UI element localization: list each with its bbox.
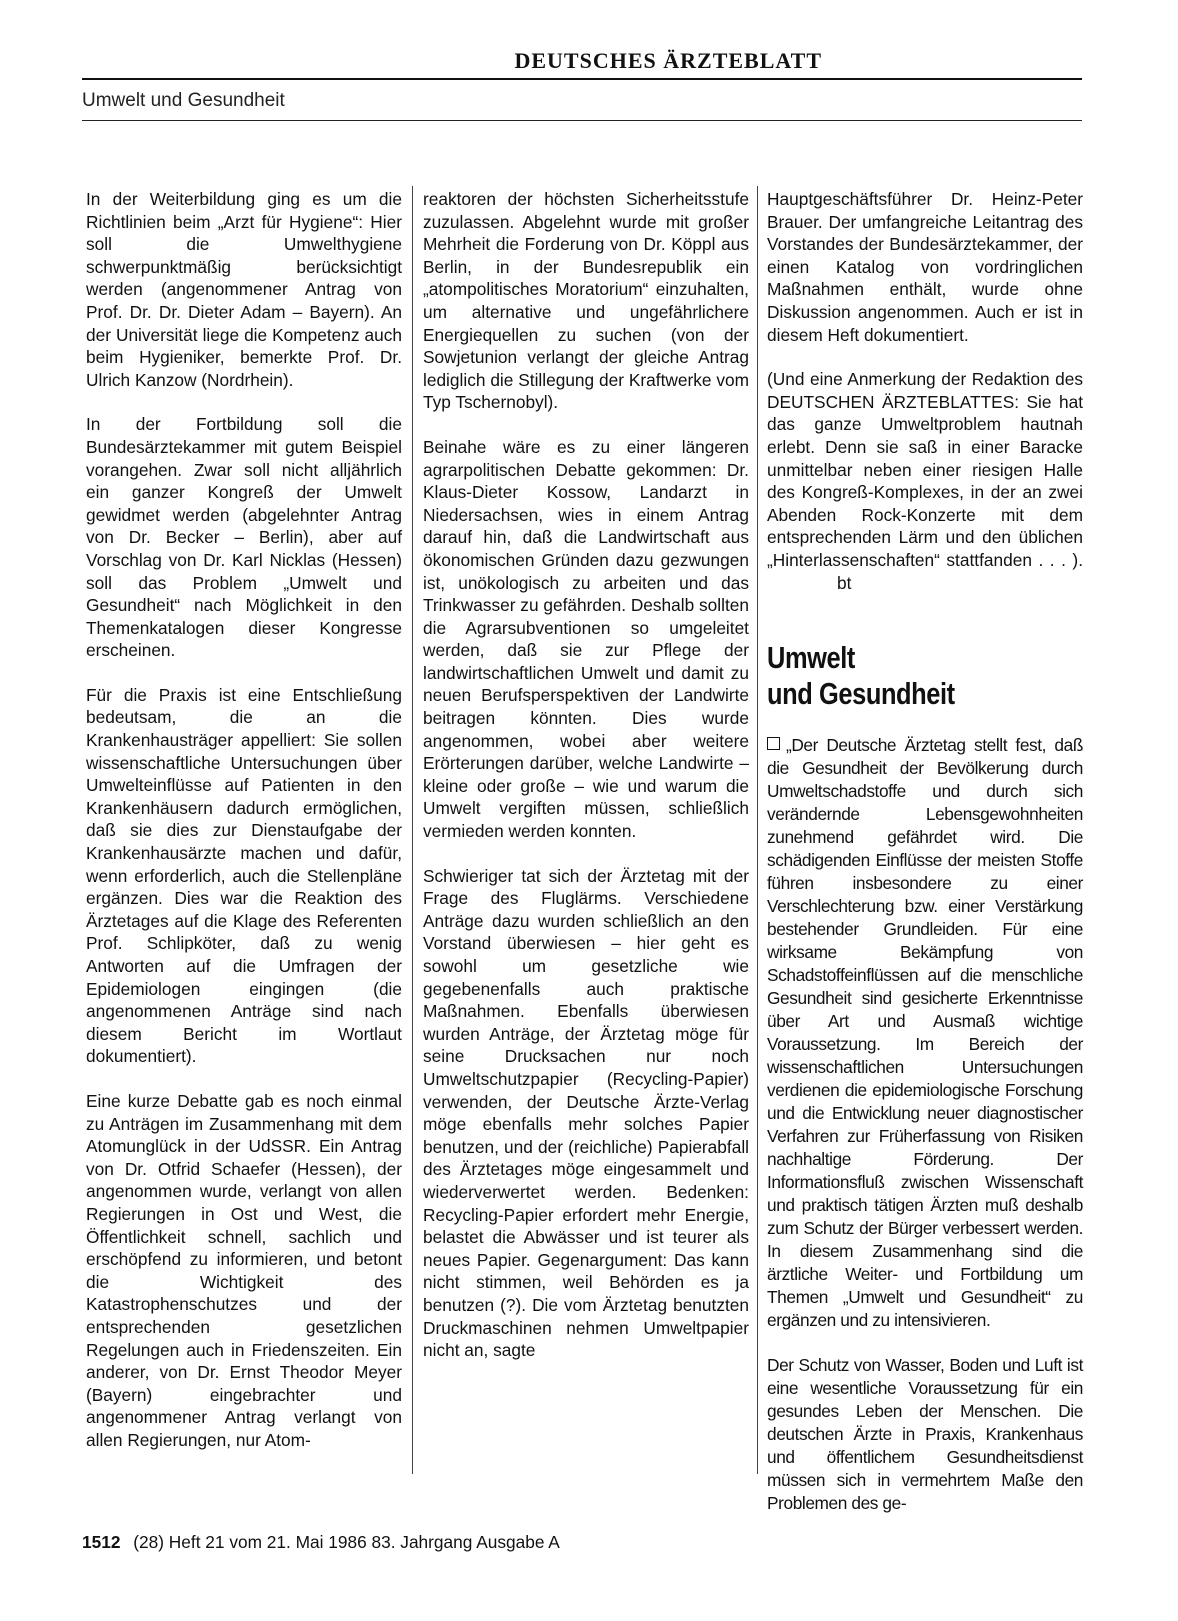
article-column-3 bbox=[767, 188, 1083, 1537]
resolution-text bbox=[767, 734, 1083, 1332]
page-number: 1512 bbox=[82, 1532, 121, 1552]
paragraph: Hauptgeschäftsführer Dr. Heinz-Peter Brauer. Der umfangreiche Leitantrag des Vorstandes der Bundesärztekammer, der einen Katalog von vordringlichen Maßnahmen enthält, wurde ohne Diskussion angenommen. Auch er ist in diesem Heft dokumentiert. bbox=[767, 189, 1083, 345]
heading-line: Umwelt bbox=[767, 640, 855, 676]
paragraph: In der Weiterbildung ging es um die Richtlinien beim „Arzt für Hygiene“: Hier soll die Umwelthygiene schwerpunktmäßig berücksichtigt werden (angenommener Antrag von Prof. Dr. Dr. Dieter Adam – Bayern). An der Universität liege die Kompetenz auch beim Hygieniker, bemerkte Prof. Dr. Ulrich Kanzow (Nordrhein). bbox=[86, 189, 402, 390]
paragraph: Für die Praxis ist eine Entschließung bedeutsam, die an die Krankenhausträger appelliert: Sie sollen wissenschaftliche Untersuchungen über Umwelteinflüsse auf Patienten in den Krankenhäusern dadurch ermöglichen, daß sie dies zur Dienstaufgabe der Krankenhausärzte machen und dafür, wenn erforderlich, auch die Stellenpläne ergänzen. Dies war die Reaktion des Ärztetages auf die Klage des Referenten Prof. Schlipköter, daß zu wenig Antworten auf die Umfragen der Epidemiologen eingingen (die angenommenen Anträge sind nach diesem Bericht im Wortlaut dokumentiert). bbox=[86, 684, 402, 1067]
section-label: Umwelt und Gesundheit bbox=[82, 90, 285, 111]
paragraph: Beinahe wäre es zu einer längeren agrarpolitischen Debatte gekommen: Dr. Klaus-Dieter Kossow, Landarzt in Niedersachsen, wies in einem Antrag darauf hin, daß die Landwirtschaft aus ökonomischen Gründen dazu gezwungen ist, unökologisch zu arbeiten und das Trinkwasser zu gefährden. Deshalb sollten die Agrarsubventionen so umgeleitet werden, daß sie zur Pflege der landwirtschaftlichen Umwelt und damit zu neuen Berufsperspektiven der Landwirte beitragen könnten. Dies wurde angenommen, wobei aber weitere Erörterungen darüber, welche Landwirte – kleine oder große – wie und warum die Umwelt vergiften müssen, schließlich vermieden werden konnten. bbox=[423, 436, 749, 842]
byline: bt bbox=[837, 572, 852, 593]
column-divider bbox=[412, 186, 413, 1474]
column-divider bbox=[757, 186, 758, 1474]
masthead-title: DEUTSCHES ÄRZTEBLATT bbox=[514, 48, 822, 73]
paragraph: Eine kurze Debatte gab es noch einmal zu Anträgen im Zusammenhang mit dem Atomunglück in der UdSSR. Ein Antrag von Dr. Otfrid Schaefer (Hessen), der angenommen wurde, verlangt von allen Regierungen in Ost und West, die Öffentlichkeit schnell, sachlich und erschöpfend zu informieren, und betont die Wichtigkeit des Katastrophenschutzes und der entsprechenden gesetzlichen Regelungen auch in Friedenszeiten. Ein anderer, von Dr. Ernst Theodor Meyer (Bayern) eingebrachter und angenommener Antrag verlangt von allen Regierungen, nur Atom- bbox=[86, 1090, 402, 1450]
editorial-note-text: (Und eine Anmerkung der Redaktion des DEUTSCHEN ÄRZTEBLATTES: Sie hat das ganze Umweltproblem hautnah erlebt. Denn sie saß in einer Baracke unmittelbar neben einer riesigen Halle des Kongreß-Komplexes, in der an zwei Abenden Rock-Konzerte mit dem entsprechenden Lärm und den üblichen „Hinterlassenschaften“ stattfanden . . . ). bbox=[767, 369, 1083, 570]
resolution-paragraph: Der Schutz von Wasser, Boden und Luft ist eine wesentliche Voraussetzung für ein gesundes Leben der Menschen. Die deutschen Ärzte in Praxis, Krankenhaus und öffentlichem Gesundheitsdienst müssen sich in vermehrtem Maße den Problemen des ge- bbox=[767, 1355, 1083, 1514]
resolution-heading bbox=[767, 640, 1026, 712]
page-footer bbox=[82, 1532, 560, 1553]
masthead bbox=[82, 44, 1082, 80]
heading-line: und Gesundheit bbox=[767, 676, 955, 712]
section-rule bbox=[82, 120, 1082, 121]
paragraph: reaktoren der höchsten Sicherheitsstufe zuzulassen. Abgelehnt wurde mit großer Mehrheit die Forderung von Dr. Köppl aus Berlin, in der Bundesrepublik ein „atompolitisches Moratorium“ einzuhalten, um alternative und ungefährlichere Energiequellen zu suchen (von der Sowjetunion verlangt der gleiche Antrag lediglich die Stillegung der Kraftwerke vom Typ Tschernobyl). bbox=[423, 189, 749, 413]
article-column-2 bbox=[423, 188, 749, 1384]
paragraph: In der Fortbildung soll die Bundesärztekammer mit gutem Beispiel vorangehen. Zwar soll nicht alljährlich ein ganzer Kongreß der Umwelt gewidmet werden (abgelehnter Antrag von Dr. Becker – Berlin), aber auf Vorschlag von Dr. Karl Nicklas (Hessen) soll das Problem „Umwelt und Gesundheit“ nach Möglichkeit in den Themenkatalogen dieser Kongresse erscheinen. bbox=[86, 414, 402, 661]
resolution-paragraph: „Der Deutsche Ärztetag stellt fest, daß die Gesundheit der Bevölkerung durch Umweltschadstoffe und durch sich verändernde Lebensgewohnheiten zunehmend gefährdet wird. Die schädigenden Einflüsse der meisten Stoffe führen insbesondere zu einer Verschlechterung bzw. einer Verstärkung bestehender Grundleiden. Für eine wirksame Bekämpfung von Schadstoffeinflüssen auf die menschliche Gesundheit sind gesicherte Erkenntnisse über Art und Ausmaß wichtige Voraussetzung. Im Bereich der wissenschaftlichen Untersuchungen verdienen die epidemiologische Forschung und die Entwicklung neuer diagnostischer Verfahren zur Früherfassung von Risiken nachhaltige Förderung. Der Informationsfluß zwischen Wissenschaft und praktisch tätigen Ärzten muß deshalb zum Schutz der Bürger verbessert werden. In diesem Zusammenhang sind die ärztliche Weiter- und Fortbildung um Themen „Umwelt und Gesundheit“ zu ergänzen und zu intensivieren. bbox=[767, 735, 1083, 1331]
article-column-1 bbox=[86, 188, 402, 1473]
editorial-note bbox=[767, 368, 1083, 594]
checkbox-icon bbox=[767, 737, 780, 750]
paragraph: Schwieriger tat sich der Ärztetag mit der Frage des Fluglärms. Verschiedene Anträge dazu wurden schließlich an den Vorstand überwiesen – hier geht es sowohl um gesetzliche wie gegebenenfalls auch praktische Maßnahmen. Ebenfalls überwiesen wurden Anträge, der Ärztetag möge für seine Drucksachen nur noch Umweltschutzpapier (Recycling-Papier) verwenden, der Deutsche Ärzte-Verlag möge ebenfalls mehr solches Papier benutzen, und der (reichliche) Papierabfall des Ärztetages möge eingesammelt und wiederverwertet werden. Bedenken: Recycling-Papier erfordert mehr Energie, belastet die Abwässer und ist teurer als neues Papier. Gegenargument: Das kann nicht stimmen, weil Behörden es ja benutzen (?). Die vom Ärztetag benutzten Druckmaschinen nehmen Umweltpapier nicht an, sagte bbox=[423, 865, 749, 1361]
issue-info: (28) Heft 21 vom 21. Mai 1986 83. Jahrgang Ausgabe A bbox=[133, 1532, 560, 1552]
